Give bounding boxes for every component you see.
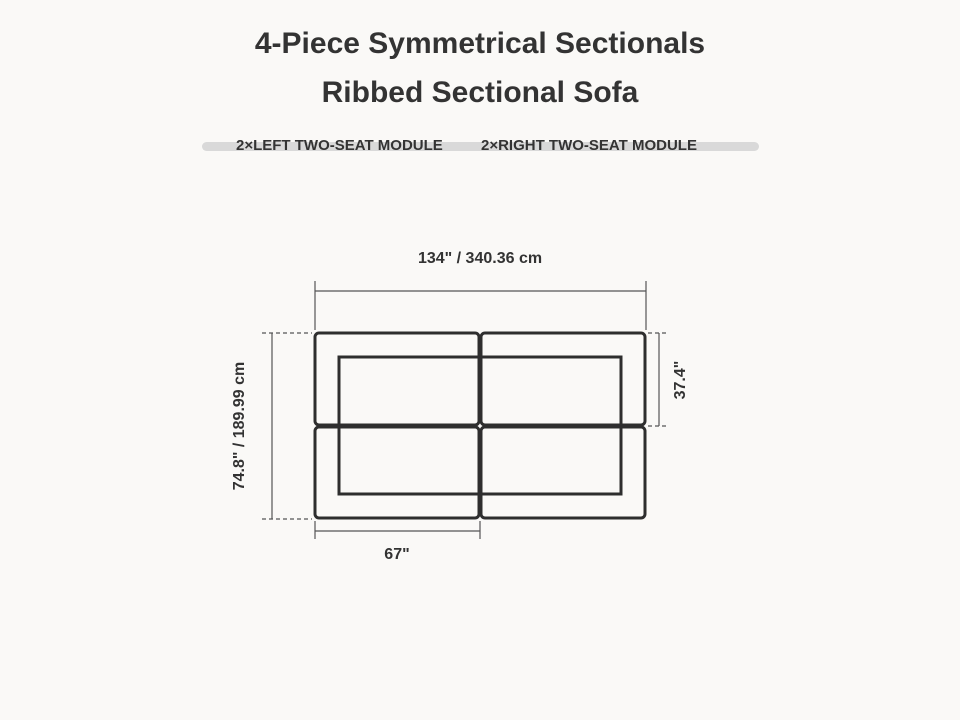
module-depth-dimension	[648, 333, 668, 426]
total-width-dimension	[315, 281, 646, 330]
total-width-label: 134" / 340.36 cm	[417, 250, 543, 267]
module-width-label: 67"	[384, 546, 410, 563]
module-depth-label: 37.4"	[672, 360, 689, 400]
left-module-label: 2×LEFT TWO-SEAT MODULE	[236, 137, 443, 154]
right-module-label: 2×RIGHT TWO-SEAT MODULE	[481, 137, 697, 154]
total-depth-dimension	[262, 333, 312, 519]
total-depth-label: 74.8" / 189.99 cm	[231, 361, 248, 491]
title-line-1: 4-Piece Symmetrical Sectionals	[254, 27, 706, 60]
title-line-2: Ribbed Sectional Sofa	[321, 76, 639, 109]
module-width-dimension	[315, 521, 480, 539]
sofa-top-view	[315, 333, 645, 518]
